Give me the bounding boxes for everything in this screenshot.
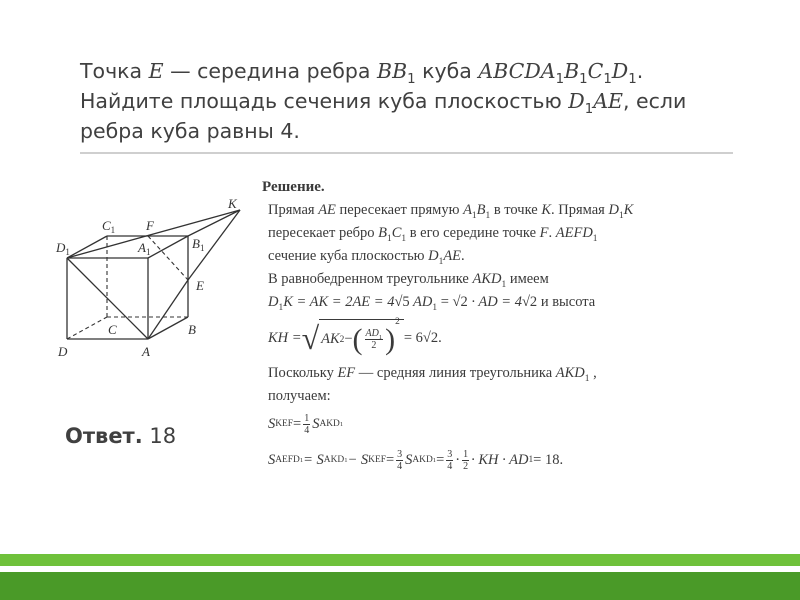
subscript-index: 1: [432, 456, 437, 464]
math: S: [312, 415, 320, 432]
label-C: C: [108, 322, 117, 337]
math: D: [428, 248, 439, 264]
subscript: 1: [387, 233, 392, 244]
subscript: [275, 454, 304, 465]
math: ·: [455, 451, 461, 468]
text: пересекает прямую: [335, 202, 464, 218]
subscript-index: 1: [344, 456, 348, 464]
subscript: 1: [378, 334, 383, 341]
math: AD: [365, 328, 379, 339]
text: имеем: [506, 271, 549, 287]
math: =: [437, 294, 453, 310]
solution-line-5: [268, 291, 732, 314]
solution-title: Решение.: [262, 179, 325, 195]
edge-AB: [148, 317, 188, 339]
math-cube: ABCDA: [478, 59, 556, 83]
paren-right: ): [385, 322, 396, 356]
subscript: 1: [432, 302, 438, 313]
math: KH =: [268, 329, 302, 346]
subscript: [412, 454, 437, 465]
denominator: 2: [463, 460, 469, 472]
fraction: [365, 328, 384, 351]
math: −: [344, 331, 353, 347]
subscript: 1: [618, 210, 624, 221]
math: K = AK = 2AE = 4: [283, 294, 395, 310]
numerator: 3: [397, 448, 403, 460]
label-B1: $B_1$: [192, 236, 205, 253]
subscript: 1: [584, 102, 594, 118]
section-AE: [148, 280, 188, 339]
math: B: [378, 225, 387, 241]
cube-figure: [50, 192, 260, 367]
math: − S: [347, 451, 369, 468]
subscript-index: 1: [339, 420, 344, 428]
math: AD: [409, 294, 433, 310]
math: K: [623, 202, 634, 218]
subscript: 1: [407, 72, 416, 88]
denominator: 4: [304, 424, 310, 436]
label-E: E: [196, 278, 204, 293]
math: S: [268, 451, 276, 468]
fraction: [462, 449, 469, 472]
solution-line-9: S KEF = $\frac{1}{4}$ S AKD1: [268, 412, 344, 436]
subscript: 1: [485, 210, 491, 221]
label-B: B: [188, 322, 196, 337]
subscript: 1: [401, 233, 407, 244]
text: сечение куба плоскостью: [268, 248, 429, 264]
label-A: A: [142, 344, 150, 359]
solution-line-8: получаем:: [268, 388, 331, 404]
math: = 6: [403, 329, 423, 346]
solution-line-1: [268, 199, 732, 222]
text: Поскольку: [268, 365, 338, 381]
math: D: [268, 294, 279, 310]
subscript: 1: [438, 256, 444, 267]
subscript-text: AEFD: [275, 454, 300, 465]
solution-line-6: [268, 314, 732, 362]
text: в точке: [490, 202, 542, 218]
subscript: 1: [592, 233, 598, 244]
text: пересекает ребро: [268, 225, 379, 241]
math: =: [436, 451, 445, 468]
problem-line-2: [80, 86, 740, 116]
label-A1: $A_1$: [138, 240, 151, 257]
line-B1K: [188, 210, 240, 236]
problem-text: — середина ребра: [163, 59, 377, 83]
text: Прямая: [268, 202, 319, 218]
math: √5: [394, 294, 410, 310]
footer-bar-light: [0, 554, 800, 566]
math: · AD = 4: [467, 294, 522, 310]
math: AE: [318, 202, 336, 218]
edge-A1B1: [148, 236, 188, 258]
solution-line-2: [268, 222, 732, 245]
fraction: [396, 449, 403, 472]
math-BB: BB: [377, 59, 408, 83]
label-K: K: [228, 196, 237, 211]
text: в его середине точке: [406, 225, 540, 241]
math: B: [476, 202, 486, 218]
math: EF: [337, 365, 356, 381]
text: .: [548, 225, 556, 241]
paren-left: (: [352, 322, 363, 356]
math-E: E: [148, 59, 164, 83]
math: S: [268, 415, 276, 432]
edge-D1C1: [67, 236, 107, 258]
subscript: 1: [471, 210, 477, 221]
sqrt-sign: √: [301, 320, 320, 356]
answer-label: Ответ.: [65, 424, 143, 448]
math: C: [391, 225, 402, 241]
math: S: [405, 451, 413, 468]
divider: [80, 152, 733, 154]
text: ,: [589, 365, 597, 381]
subscript: 1: [579, 72, 588, 88]
fraction: [303, 413, 310, 436]
numerator: [365, 328, 384, 340]
math: AKD: [555, 365, 585, 381]
label-D1: $D_1$: [56, 240, 70, 257]
answer: [65, 424, 176, 448]
radicand: AK 2 − ( $\frac{AD_1}{2}$ ) 2: [319, 319, 404, 357]
math: · KH · AD: [471, 451, 529, 468]
text: .: [438, 329, 442, 346]
problem-text: Точка: [80, 59, 149, 83]
denominator: 4: [397, 460, 403, 472]
math: =: [293, 415, 302, 432]
text: В равнобедренном треугольнике: [268, 271, 473, 287]
math: = 18.: [533, 451, 564, 468]
problem-line-3: [80, 116, 740, 146]
math: √2: [452, 294, 468, 310]
text: и высота: [537, 294, 596, 310]
sqrt-expression: [302, 319, 404, 357]
subscript: 1: [278, 302, 284, 313]
subscript: 1: [628, 72, 637, 88]
label-D: D: [58, 344, 68, 359]
math: F: [539, 225, 549, 241]
math-D: D: [568, 89, 585, 113]
problem-line-1: [80, 56, 740, 86]
math: √2: [521, 294, 538, 310]
problem-statement: [80, 56, 740, 146]
math: √2: [422, 329, 439, 346]
subscript: 1: [584, 373, 590, 384]
solution-line-10: S AEFD1 = S AKD1 − S KEF = $\frac{3}{4}$ S AKD1 = $\frac{3}{4}$ · $\frac{1}{2}$ · KH · AD 1 = 18.: [268, 448, 564, 472]
text: — средняя линия треугольника: [355, 365, 556, 381]
problem-text: куба: [415, 59, 479, 83]
math-C: C: [587, 59, 604, 83]
edge-DC: [67, 317, 107, 339]
footer-bar-dark: [0, 572, 800, 600]
solution-line-4: [268, 268, 732, 291]
subscript: 1: [555, 72, 565, 88]
text: . Прямая: [551, 202, 609, 218]
numerator: 1: [463, 448, 469, 460]
numerator: 3: [447, 448, 453, 460]
period: .: [636, 59, 644, 83]
solution-line-3: [268, 245, 732, 268]
subscript: 1: [603, 72, 612, 88]
subscript-text: AKD: [323, 454, 345, 465]
math: =: [385, 451, 395, 468]
solution-body: [262, 199, 732, 480]
math-D: D: [611, 59, 629, 83]
numerator: 1: [304, 412, 310, 424]
math-AE: AE: [593, 89, 623, 113]
math: AEFD: [555, 225, 593, 241]
solution-line-7: [268, 362, 732, 385]
solution: [262, 176, 732, 480]
denominator: 2: [371, 340, 377, 351]
label-C1: $C_1$: [102, 218, 116, 235]
math-B: B: [564, 59, 580, 83]
label-F: F: [146, 218, 154, 233]
math: = S: [303, 451, 324, 468]
math: K: [541, 202, 552, 218]
fraction: [446, 449, 453, 472]
subscript-index: 1: [299, 456, 304, 464]
math: D: [608, 202, 619, 218]
subscript-text: AKD: [319, 418, 340, 429]
line-FE: [148, 236, 188, 280]
subscript: [323, 454, 348, 465]
subscript-text: AKD: [412, 454, 433, 465]
subscript: [319, 418, 344, 429]
problem-text: Найдите площадь сечения куба плоскостью: [80, 89, 569, 113]
problem-text: , если: [623, 89, 687, 113]
problem-text: ребра куба равны 4.: [80, 119, 300, 143]
math: AK: [321, 331, 340, 347]
denominator: 4: [447, 460, 453, 472]
math: AKD: [472, 271, 502, 287]
text: .: [461, 248, 465, 264]
answer-value: 18: [149, 424, 177, 448]
math: A: [463, 202, 472, 218]
math: AE: [443, 248, 462, 264]
subscript: 1: [501, 279, 507, 290]
